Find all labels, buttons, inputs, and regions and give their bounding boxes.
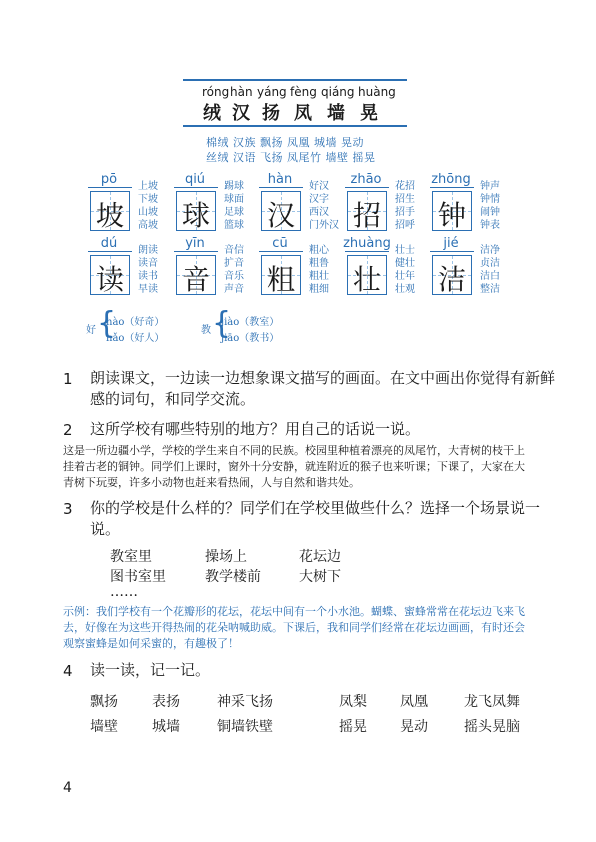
header-bottom-rule: [183, 125, 407, 127]
polyphone-reading: jiāo（教书）: [221, 333, 280, 344]
word: 音乐: [224, 271, 244, 282]
word: 球面: [224, 194, 244, 205]
question-text: 这所学校有哪些特别的地方？用自己的话说一说。: [90, 420, 421, 438]
scene-option: 花坛边: [299, 549, 341, 565]
polyphone-char: 好: [86, 325, 96, 336]
char-pinyin: qiú: [184, 172, 206, 187]
char-box: [176, 255, 216, 295]
header-pinyin: yáng: [257, 85, 287, 99]
header-char: 汉: [232, 103, 250, 124]
question-number: 3: [63, 500, 73, 518]
word: 读音: [138, 258, 158, 269]
polyphone-reading: hǎo（好人）: [106, 333, 165, 344]
question-number: 1: [63, 370, 73, 388]
word: 钟表: [480, 220, 500, 231]
term: 城墙: [152, 719, 180, 735]
term: 晃动: [400, 719, 428, 735]
word: 花招: [395, 181, 415, 192]
scene-option: 操场上: [205, 549, 247, 565]
polyphone-reading: hào（好奇）: [106, 317, 165, 328]
word-list: [309, 180, 339, 232]
word: 粗鲁: [309, 258, 329, 269]
example-paragraph: 示例：我们学校有一个花瓣形的花坛，花坛中间有一个小水池。蝴蝶、蜜蜂常常在花坛边飞来飞去，好像在为这些开得热闹的花朵呐喊助威。下课后，我和同学们经常在花坛边画画，有时还会观察蜜蜂是如何采蜜的，有趣极了！: [63, 605, 525, 650]
char-pinyin: hàn: [267, 172, 293, 187]
word: 下坡: [138, 194, 158, 205]
term: 表扬: [152, 694, 180, 710]
header-char: 绒: [203, 103, 221, 124]
header-char: 扬: [262, 103, 280, 124]
pinyin-rule: [88, 251, 132, 252]
char-box: [432, 255, 472, 295]
word: 钟声: [480, 181, 500, 192]
scene-option: 教学楼前: [205, 569, 261, 585]
word-list: [480, 244, 500, 296]
word: 粗心: [309, 245, 329, 256]
page-number: 4: [63, 780, 72, 796]
char-glyph: 洁: [437, 263, 466, 296]
word: 洁白: [480, 271, 500, 282]
char-box: [432, 191, 472, 231]
word: 高坡: [138, 220, 158, 231]
header-pinyin: hàn: [230, 85, 253, 99]
word: 门外汉: [309, 220, 339, 231]
pinyin-rule: [430, 251, 474, 252]
word: 粗壮: [309, 271, 329, 282]
word: 壮观: [395, 284, 415, 295]
char-pinyin: zhōng: [431, 172, 471, 187]
header-word-line: 丝绒 汉语 飞扬 凤尾竹 墙壁 摇晃: [206, 151, 376, 164]
word: 声音: [224, 284, 244, 295]
char-glyph: 汉: [266, 199, 295, 232]
scene-option: 教室里: [110, 549, 152, 565]
pinyin-rule: [259, 187, 303, 188]
brace-icon: {: [97, 306, 117, 341]
word: 整洁: [480, 284, 500, 295]
word: 读书: [138, 271, 158, 282]
pinyin-rule: [259, 251, 303, 252]
word: 钟情: [480, 194, 500, 205]
header-pinyin: róng: [202, 85, 230, 99]
question-text: 你的学校是什么样的？同学们在学校里做些什么？选择一个场景说一说。: [90, 499, 541, 538]
char-pinyin: cū: [272, 236, 288, 251]
ellipsis: ……: [110, 584, 138, 600]
char-box: [90, 255, 130, 295]
term: 龙飞凤舞: [464, 694, 520, 710]
word: 招呼: [395, 220, 415, 231]
pinyin-rule: [174, 251, 218, 252]
char-glyph: 钟: [437, 199, 466, 232]
scene-option: 图书室里: [110, 569, 166, 585]
word: 健壮: [395, 258, 415, 269]
char-box: [90, 191, 130, 231]
header-pinyin: fèng: [290, 85, 317, 99]
word: 壮年: [395, 271, 415, 282]
header-char: 凤: [294, 103, 312, 124]
word-list: [480, 180, 500, 232]
pinyin-rule: [88, 187, 132, 188]
char-pinyin: zhāo: [350, 172, 382, 187]
word-list: [224, 180, 244, 232]
char-pinyin: pō: [100, 172, 118, 187]
word-list: [138, 244, 158, 296]
word: 上坡: [138, 181, 158, 192]
char-pinyin: yīn: [185, 236, 205, 251]
word: 壮士: [395, 245, 415, 256]
header-word-line: 棉绒 汉族 飘扬 凤凰 城墙 晃动: [206, 136, 364, 149]
word: 汉字: [309, 194, 329, 205]
brace-icon: {: [212, 306, 232, 341]
question-text: 读一读，记一记。: [90, 661, 211, 679]
char-box: [347, 191, 387, 231]
char-box: [347, 255, 387, 295]
term: 神采飞扬: [217, 694, 273, 710]
header-pinyin: huàng: [358, 85, 396, 99]
word: 早读: [138, 284, 158, 295]
term: 凤梨: [339, 694, 367, 710]
char-box: [176, 191, 216, 231]
char-box: [261, 191, 301, 231]
word: 招手: [395, 207, 415, 218]
header-pinyin: qiáng: [321, 85, 355, 99]
polyphone-reading: jiào（教室）: [221, 317, 280, 328]
term: 摇头晃脑: [464, 719, 520, 735]
word-list: [224, 244, 244, 296]
char-glyph: 粗: [266, 263, 295, 296]
term: 飘扬: [90, 694, 118, 710]
term: 凤凰: [400, 694, 428, 710]
char-glyph: 音: [181, 263, 210, 296]
char-glyph: 招: [352, 199, 381, 232]
header-char: 墙: [327, 103, 345, 124]
pinyin-rule: [345, 251, 389, 252]
pinyin-rule: [345, 187, 389, 188]
char-box: [261, 255, 301, 295]
word-list: [138, 180, 158, 232]
word: 足球: [224, 207, 244, 218]
word: 踢球: [224, 181, 244, 192]
word: 粗细: [309, 284, 329, 295]
polyphone-char: 教: [201, 325, 211, 336]
word: 山坡: [138, 207, 158, 218]
term: 铜墙铁壁: [217, 719, 273, 735]
word-list: [395, 244, 415, 296]
term: 摇晃: [339, 719, 367, 735]
word: 好汉: [309, 181, 329, 192]
word: 闹钟: [480, 207, 500, 218]
word: 篮球: [224, 220, 244, 231]
char-pinyin: zhuàng: [343, 236, 391, 251]
question-number: 2: [63, 421, 73, 439]
word: 扩音: [224, 258, 244, 269]
char-glyph: 读: [95, 263, 124, 296]
pinyin-rule: [430, 187, 474, 188]
word-list: [395, 180, 415, 232]
question-text: 朗读课文，一边读一边想象课文描写的画面。在文中画出你觉得有新鲜感的词句，和同学交流。: [90, 369, 556, 408]
char-glyph: 球: [181, 199, 210, 232]
scene-option: 大树下: [299, 569, 341, 585]
char-pinyin: jié: [443, 236, 459, 251]
word: 洁净: [480, 245, 500, 256]
word: 音信: [224, 245, 244, 256]
char-glyph: 壮: [352, 263, 381, 296]
word: 招生: [395, 194, 415, 205]
word: 西汉: [309, 207, 329, 218]
pinyin-rule: [174, 187, 218, 188]
word-list: [309, 244, 329, 296]
header-char: 晃: [360, 103, 378, 124]
word: 贞洁: [480, 258, 500, 269]
char-pinyin: dú: [100, 236, 118, 251]
question-number: 4: [63, 662, 73, 680]
header-top-rule: [183, 79, 407, 81]
word: 朗读: [138, 245, 158, 256]
answer-paragraph: 这是一所边疆小学，学校的学生来自不同的民族。校园里种植着漂亮的凤尾竹，大青树的枝干上挂着古老的铜钟。同学们上课时，窗外十分安静，就连附近的猴子也来听课；下课了，大家在大青树下玩耍，许多小动物也赶来看热闹，人与自然和谐共处。: [63, 444, 525, 489]
term: 墙壁: [90, 719, 118, 735]
char-glyph: 坡: [95, 199, 124, 232]
